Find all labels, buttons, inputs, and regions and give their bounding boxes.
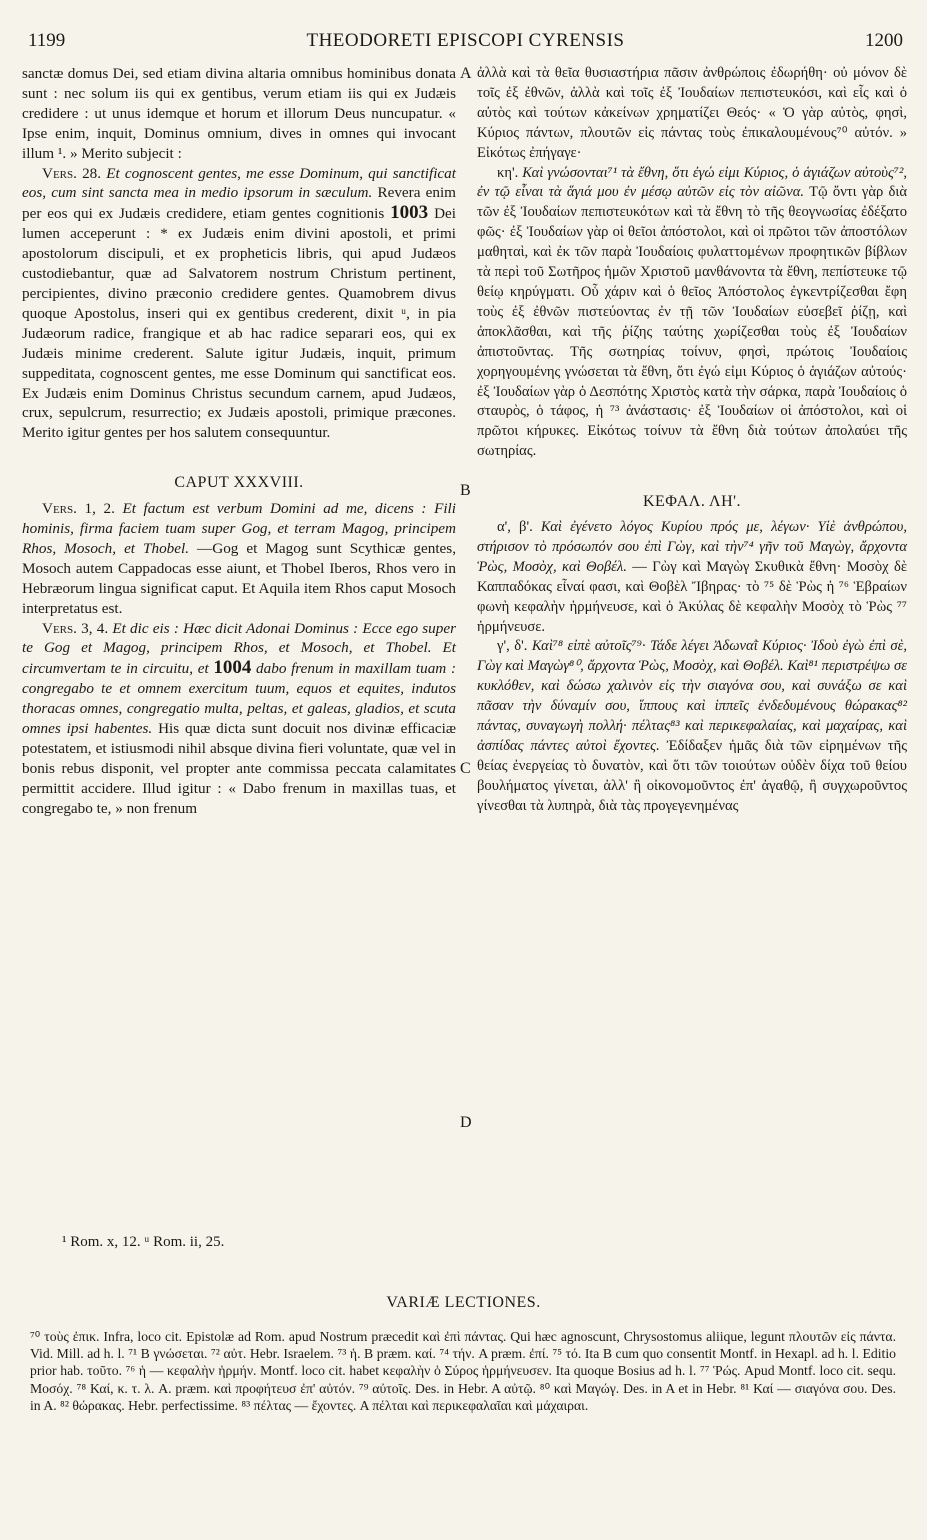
latin-paragraph-1: sanctæ domus Dei, sed etiam divina altaria omnibus hominibus donata sunt : nec solum iis qui ex gentibus, verum etiam iis qui ex Judæis credidere : ut unus idemque et horum et illorum Deus nuncupatur. « Ipse enim, inquit, Dominus omnium, dives in omnes qui invocant illum ¹. » Merito subjecit : bbox=[22, 65, 456, 162]
latin-commentary: Dei lumen acceperunt : * ex Judæis enim divini apostoli, et primi apostolorum discipuli, et ex propheticis libris, qui apud Judæos custodiebantur, quæ ad Salvatorem nostrum Christum pertinent, percipientes, divino præconio credidere gentes. Quamobrem divus quoque Apostolus, inseri qui ex gentibus crederent, dixit ᵘ, in pia Judæorum radice, frangique et ab hac radice separari eos, qui ex Judæis minime crederent. Salute igitur Judæis, inquit, primum suppeditata, cognoscent gentes, me esse Dominum qui sanctificat eos. Ex Judæis enim Dominus Christus secundum carnem, apud Judæos, crux, sepulcrum, resurrectio; ex Judæis apostoli, primique præcones. Merito igitur gentes per hos salutem consequuntur. bbox=[22, 205, 457, 442]
marginal-column-number: 1003 bbox=[390, 202, 429, 224]
margin-letter-c: C bbox=[460, 760, 471, 777]
marginal-column-number: 1004 bbox=[213, 657, 252, 679]
greek-verse-3-4 bbox=[477, 637, 907, 816]
running-title: THEODORETI EPISCOPI CYRENSIS bbox=[306, 30, 625, 51]
greek-verse-28 bbox=[477, 164, 907, 463]
footnotes: ¹ Rom. x, 12. ᵘ Rom. ii, 25. bbox=[62, 1234, 225, 1250]
verse-quote: Et factum est verbum Domini ad me, dicens : Fili hominis, firma faciem tuam super Gog, et terram Magog, principem Rhos, Mosoch, et Thobel. bbox=[22, 500, 456, 557]
verse-label: Vers. 3, 4. bbox=[42, 619, 109, 637]
greek-commentary: Ἐδίδαξεν ἡμᾶς διὰ τῶν εἰρημένων τῆς θείας ἐνεργείας τὸ δυνατὸν, καὶ ὅτι τῶν τοιούτων οὐδὲν δίχα τοῦ θείου βουλήματος γίνεται, ἀλλ' ἢ οἰκονομοῦντος ἐπ' ἀγαθῷ, ἢ συγχωροῦντος γίνεσθαι τὰ λυπηρὰ, διὰ τὰς προγεγενημένας bbox=[477, 738, 907, 814]
verse-label: κη'. bbox=[497, 164, 519, 181]
margin-letter-b: B bbox=[460, 482, 471, 499]
margin-letter-a: A bbox=[460, 65, 472, 82]
greek-paragraph-1: ἀλλὰ καὶ τὰ θεῖα θυσιαστήρια πᾶσιν ἀνθρώποις ἐδωρήθη· οὐ μόνον δὲ τοῖς ἐξ ἐθνῶν, ἀλλὰ καὶ τοῖς ἐξ Ἰουδαίων πεπιστευκόσι, καὶ εἷς καὶ ὁ αὐτὸς καὶ τούτων κἀκείνων χρηματίζει Θεός· « Ὁ γὰρ αὐτὸς, φησὶ, Κύριος πάντων, πλουτῶν εἰς πάντας τοὺς ἐπικαλουμένους⁷⁰ αὐτόν. » Εἰκότως ἐπήγαγε· bbox=[477, 65, 907, 161]
chapter-heading: ΚΕΦΑΛ. ΛΗ'. bbox=[642, 493, 742, 511]
verse-label: α', β'. bbox=[497, 519, 533, 536]
margin-letter-d: D bbox=[460, 1114, 472, 1131]
latin-column bbox=[22, 64, 456, 819]
verse-label: Vers. 1, 2. bbox=[42, 500, 115, 518]
page-header bbox=[28, 26, 903, 56]
variae-lectiones-title: VARIÆ LECTIONES. bbox=[386, 1294, 541, 1311]
latin-verse-1-2 bbox=[22, 499, 456, 618]
verse-quote: dabo frenum in maxillam tuam : congregabo te et omnem exercitum tuum, equos et equites, indutos thoracas omnes, congregatio multa, peltas, et galeas, gladios, et scuta omnes ipsi habentes. bbox=[22, 660, 456, 738]
latin-commentary: —Gog et Magog sunt Scythicæ gentes, Mosoch autem Cappadocas esse aiunt, et Thobel Iberos, Rhos vero in Hebræorum lingua significat caput. Et Aquila item Rhos caput Mosoch interpretatus est. bbox=[22, 539, 457, 617]
verse-label: γ', δ'. bbox=[497, 638, 528, 655]
verse-quote: Καὶ ἐγένετο λόγος Κυρίου πρός με, λέγων· Υἱὲ ἀνθρώπου, στήρισον τὸ πρόσωπόν σου ἐπὶ Γὼγ, καὶ τὴν⁷⁴ γῆν τοῦ Μαγὼγ, ἄρχοντα Ῥὼς, Μοσὸχ, καὶ Θοβέλ. bbox=[477, 519, 907, 575]
latin-commentary: Revera enim per eos qui ex Judæis credidere, etiam gentes cognitionis bbox=[22, 184, 456, 223]
greek-column bbox=[477, 64, 907, 817]
verse-quote: Et cognoscent gentes, me esse Dominum, qui sanctificat eos, cum sint sancta mea in medio ipsorum in sæculum. bbox=[22, 164, 456, 202]
latin-commentary: His quæ dicta sunt docuit nos divinæ efficaciæ potestatem, et istiusmodi nihil absque divina fieri voluntate, quæ vel in bonis rebus disponit, vel propter ante commissa peccata calamitates permittit accidere. Illud igitur : « Dabo frenum in maxillas tuas, et congregabo te, » non frenum bbox=[22, 720, 456, 817]
verse-label: Vers. 28. bbox=[42, 164, 102, 182]
verse-quote: Καὶ γνώσονται⁷¹ τὰ ἔθνη, ὅτι ἐγώ εἰμι Κύριος, ὁ ἁγιάζων αὐτοὺς⁷², ἐν τῷ εἶναι τὰ ἅγιά μου ἐν μέσῳ αὐτῶν εἰς τὸν αἰῶνα. bbox=[477, 164, 907, 201]
greek-commentary: — Γὼγ καὶ Μαγὼγ Σκυθικὰ ἔθνη· Μοσὸχ δὲ Καππαδόκας εἶναί φασι, καὶ Θοβὲλ Ἴβηρας· τὸ ⁷⁵ δὲ Ῥὼς ἡ ⁷⁶ Ἑβραίων φωνὴ κεφαλὴν ἡρμήνευσε, καὶ ὁ Ἀκύλας δὲ κεφαλὴν Μοσὸχ τὸ Ῥὼς ⁷⁷ ἡρμήνευσε. bbox=[477, 558, 907, 635]
latin-verse-3-4 bbox=[22, 619, 456, 819]
variae-lectiones-text: ⁷⁰ τοὺς ἐπικ. Infra, loco cit. Epistolæ ad Rom. apud Nostrum præcedit καὶ ἐπὶ πάντας. Qui hæc agnoscunt, Chrysostomus aliique, legunt πλουτῶν εἰς πάντα. Vid. Mill. ad h. l. ⁷¹ B γνώσεται. ⁷² αὐτ. Hebr. Israelem. ⁷³ ἡ. B præm. καί. ⁷⁴ τήν. A præm. ἐπί. ⁷⁵ τό. Ita B cum quo consentit Montf. in Hexapl. ad h. l. Editio prior hab. τοῦτο. ⁷⁶ ἡ — κεφαλὴν ἡρμήν. Montf. loco cit. habet κεφαλὴν ὁ Σύρος ἡρμήνευσεν. Ita quoque Bosius ad h. l. ⁷⁷ Ῥώς. Apud Montf. loco cit. sequ. Μοσόχ. ⁷⁸ Καί, κ. τ. λ. A. præm. καὶ προφήτευσ ἐπ' αὐτόν. ⁷⁹ αὐτοῖς. Des. in Hebr. A αὐτῷ. ⁸⁰ καὶ Μαγώγ. Des. in A et in Hebr. ⁸¹ Καί — σιαγόνα σου. Des. in A. ⁸² θώρακας. Hebr. perfectissime. ⁸³ πέλτας — ἔχοντες. A πέλται καὶ περικεφαλαῖαι καὶ μάχαιραι. bbox=[30, 1329, 896, 1413]
verse-quote: Καὶ⁷⁸ εἰπὲ αὐτοῖς⁷⁹· Τάδε λέγει Ἀδωναῒ Κύριος· Ἰδοὺ ἐγὼ ἐπὶ σὲ, Γὼγ καὶ Μαγὼγ⁸⁰, ἄρχοντα Ῥὼς, Μοσὸχ, καὶ Θοβέλ. Καὶ⁸¹ περιστρέψω σε κυκλόθεν, καὶ δώσω χαλινὸν εἰς τὴν σιαγόνα σου, καὶ συνάξω σε καὶ πᾶσαν τὴν δύναμίν σου, ἵππους καὶ ἱππεῖς ἐνδεδυμένους θώρακας⁸² πάντας, συναγωγὴ πολλή· πέλτας⁸³ καὶ περικεφαλαίας, καὶ μαχαίρας, καὶ ἀσπίδας πάντες αὐτοὶ ἔχοντες. bbox=[477, 638, 907, 754]
greek-verse-1-2 bbox=[477, 518, 907, 637]
greek-commentary: Τῷ ὄντι γὰρ διὰ τῶν ἐξ Ἰουδαίων πεπιστευκότων καὶ τὰ ἔθνη τὸ τῆς θεογνωσίας ἐδέξατο φῶς· ἐξ Ἰουδαίων γὰρ οἱ θεῖοι ἀπόστολοι, καὶ οἱ πρῶτοι τῶν ἀποστόλων μαθηταὶ, καὶ ἐκ τῶν παρὰ Ἰουδαίοις φυλαττομένων προφητικῶν βίβλων τὰ περὶ τοῦ Σωτῆρος ἡμῶν Χριστοῦ μανθάνοντα τὰ ἔθνη, πεπίστευκε τῷ θείῳ κηρύγματι. Οὗ χάριν καὶ ὁ θεῖος Ἀπόστολος ἐγκεντρίζεσθαι ἔφη τοὺς ἐξ ἐθνῶν πιστεύοντας ἐν τῇ τῶν Ἰουδαίων εὐσεβεῖ ῥίζῃ, καὶ ἀποκλᾶσθαι, καὶ τῆς ῥίζης ταύτης χωρίζεσθαι τοὺς ἐξ Ἰουδαίων ἀπιστοῦντας. Τῆς σωτηρίας τοίνυν, φησὶ, πρώτοις Ἰουδαίοις χορηγουμένης γνώσεται τὰ ἔθνη, ὅτι ἐγώ εἰμι Κύριος ὁ ἁγιάζων αὐτούς· ἐξ Ἰουδαίων γὰρ ὁ Δεσπότης Χριστὸς κατὰ τὴν σάρκα, παρὰ Ἰουδαίοις ὁ σταυρὸς, ὁ τάφος, ἡ ⁷³ ἀνάστασις· ἐξ Ἰουδαίων οἱ ἀπόστολοι, καὶ οἱ πρῶτοι κήρυκες. Εἰκότως τοίνυν τὰ ἔθνη διὰ τούτων ἀπολαύει τῆς σωτηρίας. bbox=[477, 184, 907, 460]
chapter-heading: CAPUT XXXVIII. bbox=[174, 474, 304, 492]
verse-quote: Et dic eis : Hæc dicit Adonai Dominus : Ecce ego super te Gog et Magog, principem Rhos, et Mosoch, et Thobel. Et circumvertam te in circuitu, et bbox=[22, 619, 456, 678]
page-number-right: 1200 bbox=[865, 30, 903, 51]
latin-verse-28 bbox=[22, 164, 456, 444]
page-number-left: 1199 bbox=[28, 30, 66, 51]
